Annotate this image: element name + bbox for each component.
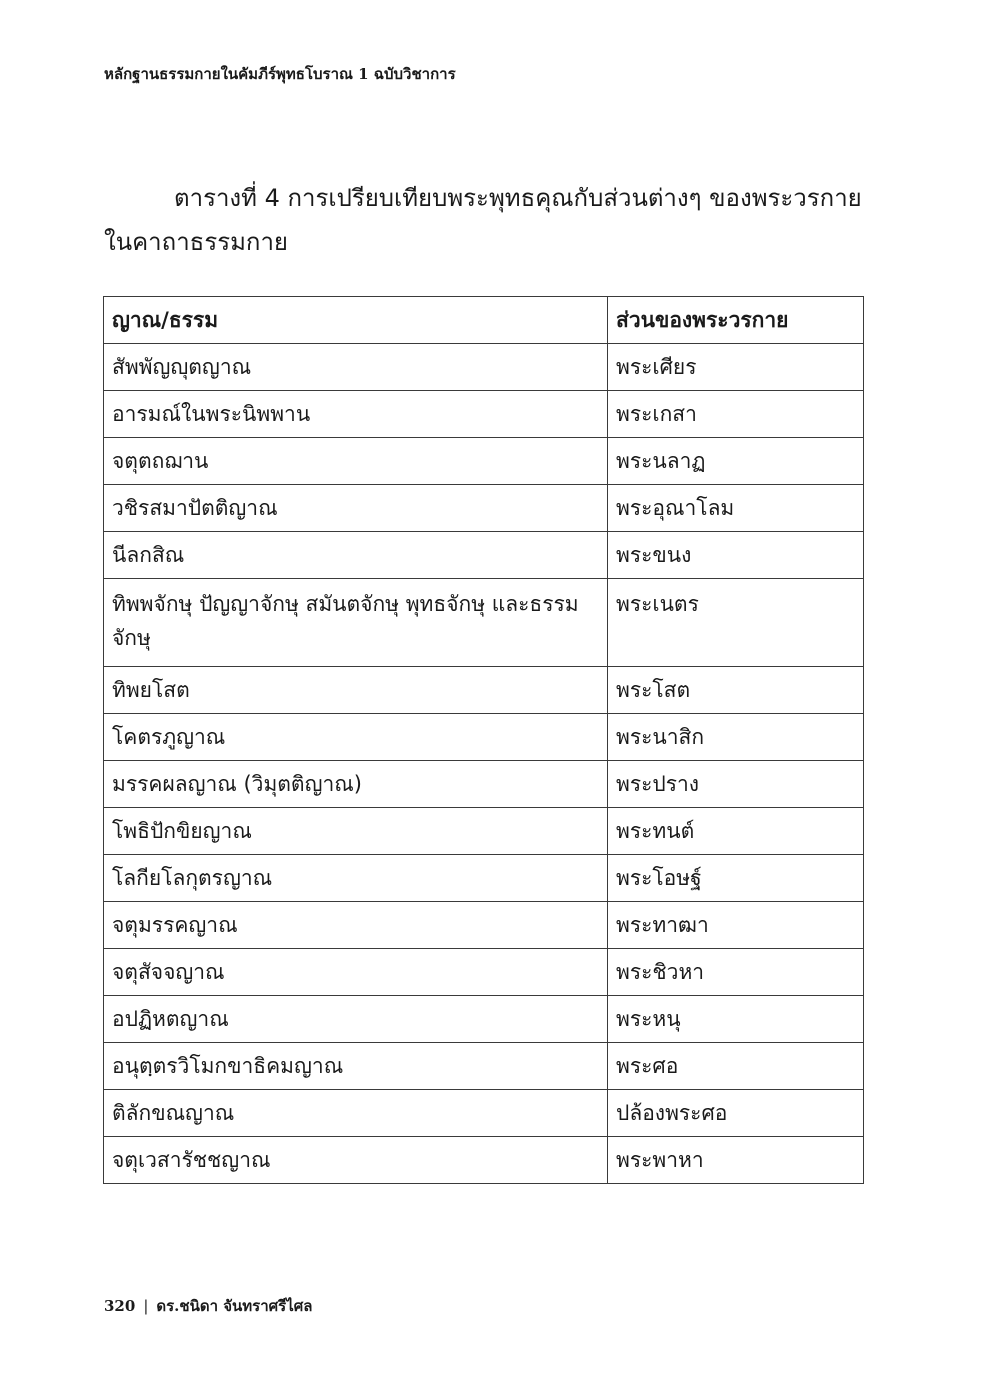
header-knowledge: ญาณ/ธรรม (104, 297, 608, 344)
body-part-cell: พระโสต (608, 667, 864, 714)
table-row (104, 855, 864, 902)
caption-line-1: ตารางที่ 4 การเปรียบเทียบพระพุทธคุณกับส่วนต่างๆ ของพระวรกาย (174, 184, 862, 212)
table-row (104, 1090, 864, 1137)
page-footer (104, 1294, 312, 1318)
knowledge-cell: สัพพัญญุตญาณ (104, 344, 608, 391)
body-part-cell: พระทนต์ (608, 808, 864, 855)
body-part-cell: พระโอษฐ์ (608, 855, 864, 902)
body-part-cell: พระเศียร (608, 344, 864, 391)
knowledge-cell: โลกียโลกุตรญาณ (104, 855, 608, 902)
caption-line-2: ในคาถาธรรมกาย (104, 228, 288, 256)
knowledge-cell: จตุตถฌาน (104, 438, 608, 485)
knowledge-cell: โคตรภูญาณ (104, 714, 608, 761)
table-row (104, 714, 864, 761)
body-part-cell: พระเนตร (608, 579, 864, 667)
author-name: ดร.ชนิดา จันทราศรีไศล (156, 1297, 313, 1315)
table-row (104, 761, 864, 808)
body-part-cell: พระเกสา (608, 391, 864, 438)
table-row (104, 667, 864, 714)
table-caption (104, 176, 864, 264)
body-part-cell: พระศอ (608, 1043, 864, 1090)
knowledge-cell: วชิรสมาปัตติญาณ (104, 485, 608, 532)
header-body-part: ส่วนของพระวรกาย (608, 297, 864, 344)
body-part-cell: พระทาฒา (608, 902, 864, 949)
body-part-cell: พระนลาฏ (608, 438, 864, 485)
table-row (104, 391, 864, 438)
page-number: 320 (104, 1297, 136, 1315)
table-row (104, 949, 864, 996)
body-part-cell: พระปราง (608, 761, 864, 808)
knowledge-cell: มรรคผลญาณ (วิมุตติญาณ) (104, 761, 608, 808)
body-part-cell: พระนาสิก (608, 714, 864, 761)
table-row (104, 579, 864, 667)
knowledge-cell: ทิพพจักษุ ปัญญาจักษุ สมันตจักษุ พุทธจักษุ และธรรมจักษุ (104, 579, 608, 667)
knowledge-cell: ติลักขณญาณ (104, 1090, 608, 1137)
body-part-cell: พระพาหา (608, 1137, 864, 1184)
table-row (104, 1137, 864, 1184)
knowledge-cell: จตุเวสารัชชญาณ (104, 1137, 608, 1184)
table-row (104, 485, 864, 532)
knowledge-cell: อปฏิหตญาณ (104, 996, 608, 1043)
table-row (104, 808, 864, 855)
body-part-cell: พระหนุ (608, 996, 864, 1043)
comparison-table (103, 296, 864, 1184)
footer-separator: | (143, 1297, 149, 1315)
body-part-cell: พระขนง (608, 532, 864, 579)
running-header: หลักฐานธรรมกายในคัมภีร์พุทธโบราณ 1 ฉบับวิชาการ (104, 65, 456, 83)
knowledge-cell: ทิพยโสต (104, 667, 608, 714)
body-part-cell: ปล้องพระศอ (608, 1090, 864, 1137)
knowledge-cell: จตุมรรคญาณ (104, 902, 608, 949)
table-row (104, 996, 864, 1043)
body-part-cell: พระชิวหา (608, 949, 864, 996)
table-row (104, 532, 864, 579)
knowledge-cell: จตุสัจจญาณ (104, 949, 608, 996)
table-row (104, 438, 864, 485)
table-row (104, 902, 864, 949)
body-part-cell: พระอุณาโลม (608, 485, 864, 532)
knowledge-cell: อารมณ์ในพระนิพพาน (104, 391, 608, 438)
table-row (104, 1043, 864, 1090)
knowledge-cell: อนุตฺตรวิโมกขาธิคมญาณ (104, 1043, 608, 1090)
table-header-row (104, 297, 864, 344)
knowledge-cell: นีลกสิณ (104, 532, 608, 579)
knowledge-cell: โพธิปักขิยญาณ (104, 808, 608, 855)
table-row (104, 344, 864, 391)
